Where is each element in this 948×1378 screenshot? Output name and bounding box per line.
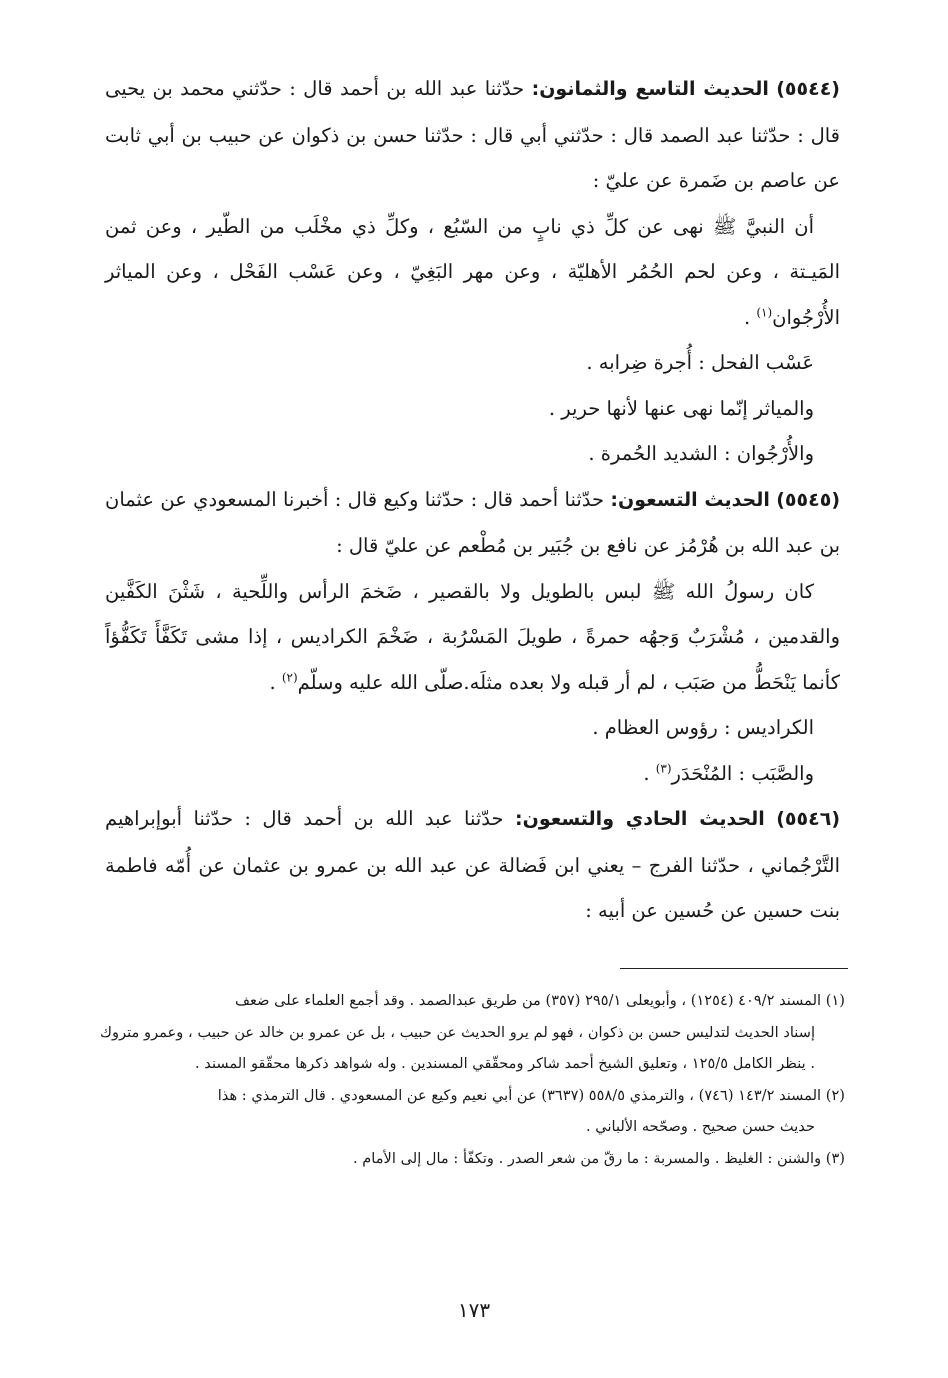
hadith-title: الحديث الحادي والتسعون:: [515, 808, 765, 830]
gloss-end: .: [643, 761, 656, 785]
main-text: [105, 66, 840, 934]
footnote-2-continued: حديث حسن صحيح . وصحّحه الألباني .: [586, 1118, 815, 1135]
hadith-title: الحديث التسعون:: [610, 488, 770, 511]
hadith-5546-isnad: [105, 796, 840, 934]
hadith-number: (٥٥٤٤): [776, 78, 840, 100]
footnotes: [100, 985, 845, 1174]
gloss-line: عَسْب الفحل : أُجرة ضِرابه .: [586, 351, 814, 374]
matn-end: .: [743, 305, 757, 329]
footnote-ref: (٢): [281, 670, 298, 684]
hadith-title: الحديث التاسع والثمانون:: [531, 78, 769, 100]
footnote-separator: [620, 968, 848, 969]
isnad-text: حدّثنا عبد الله بن أحمد قال : حدّثني محمد بن يحيى قال : حدّثنا عبد الصمد قال : حدّثني أبي قال : حدّثنا حسن بن ذكوان عن حبيب بن أبي ثابت عن عاصم بن ضَمرة عن عليّ :: [105, 77, 840, 192]
hadith-5545-isnad: [105, 477, 840, 569]
isnad-text: حدّثنا أحمد قال : حدّثنا وكيع قال : أخبرنا المسعودي عن عثمان بن عبد الله بن هُرْمُز عن نافع بن جُبَير بن مُطْعم عن عليّ قال :: [105, 487, 840, 557]
gloss-text: والصَّبَب : المُنْحَدَر: [671, 761, 814, 785]
matn-end: .: [269, 670, 282, 694]
hadith-number: (٥٥٤٦): [776, 808, 840, 830]
page-number: ١٧٣: [457, 1298, 491, 1322]
footnote-ref: (١): [756, 305, 773, 319]
footnote-3: (٣) والشنن : الغليظ . والمسربة : ما رقّ من شعر الصدر . وتكفّأ : مال إلى الأمام .: [352, 1149, 845, 1167]
gloss-line: [105, 751, 840, 797]
gloss-line: الكراديس : رؤوس العظام .: [592, 716, 814, 739]
matn-text: أن النبيَّ ﷺ نهى عن كلِّ ذي نابٍ من السّبُع ، وكلِّ ذي مخْلَب من الطّير ، وعن ثمن المَيـتة ، وعن لحم الحُمُر الأهليّة ، وعن مهر البَغِيّ ، وعن عَسْب الفَحْل ، وعن المياثر الأُرْجُوان: [105, 214, 840, 329]
gloss-line: والأُرْجُوان : الشديد الحُمرة .: [588, 442, 814, 465]
matn-text: كان رسولُ الله ﷺ لبس بالطويل ولا بالقصير ، ضَخمَ الرأس واللِّحية ، شَثْنَ الكَفَّين والقدمين ، مُشْرَبٌ وَجهُه حمرةً ، طويلَ المَسْرُبة ، ضَخْمَ الكراديس ، إذا مشى تَكَفَّأَ تَكَفُّؤاً كأنما يَنْحَطُّ من صَبَب ، لم أر قبله ولا بعده مثلَه.صلّى الله عليه وسلّم: [105, 579, 840, 694]
footnote-2: (٢) المسند ١٤٣/٢ (٧٤٦) ، والترمذي ٥٥٨/٥ (٣٦٣٧) عن أبي نعيم وكيع عن المسعودي . قال الترمذي : هذا: [217, 1086, 845, 1104]
footnote-1-continued: إسناد الحديث لتدليس حسن بن ذكوان ، فهو لم يرو الحديث عن حبيب ، بل عن عمرو بن خالد عن حبيب ، وعمرو متروك . ينظر الكامل ١٢٥/٥ ، وتعليق الشيخ أحمد شاكر ومحقّقي المسندين . وله شواهد ذكرها محقّقو المسند .: [100, 1023, 815, 1072]
hadith-5545-matn: [105, 569, 840, 706]
isnad-text: حدّثنا عبد الله بن أحمد قال : حدّثنا أبوإبراهيم التَّرْجُماني ، حدّثنا الفرج – يعني ابن فَضالة عن عبد الله بن عمرو بن عثمان عن أُمّه فاطمة بنت حسين عن حُسين عن أبيه :: [105, 807, 840, 922]
hadith-5544-isnad: [105, 66, 840, 204]
footnote-ref: (٣): [655, 761, 672, 775]
footnote-1: (١) المسند ٤٠٩/٢ (١٢٥٤) ، وأبويعلى ٢٩٥/١ (٣٥٧) من طريق عبدالصمد . وقد أجمع العلماء على ضعف: [234, 992, 845, 1009]
hadith-number: (٥٥٤٥): [776, 488, 840, 511]
gloss-line: والمياثر إنّما نهى عنها لأنها حرير .: [548, 396, 814, 420]
hadith-5544-matn: [105, 204, 840, 341]
